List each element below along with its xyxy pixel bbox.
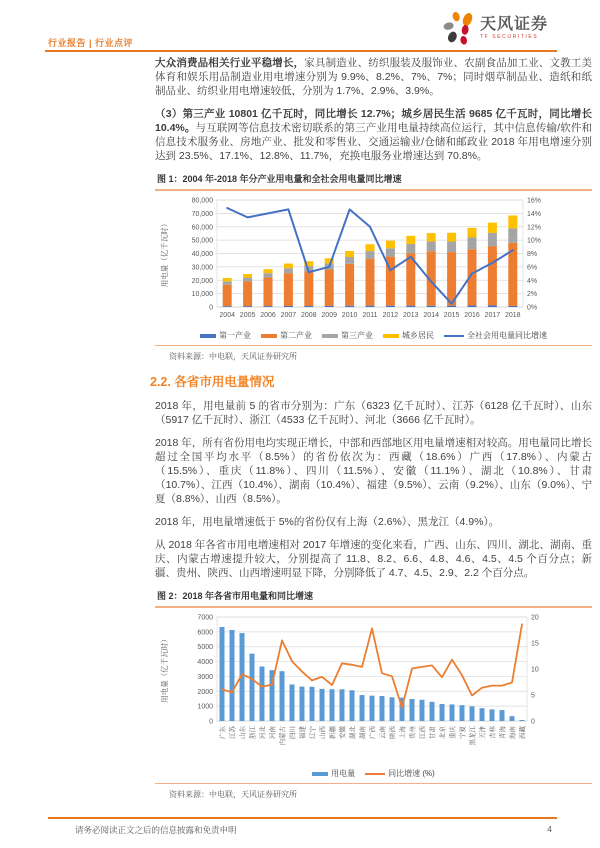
svg-text:20,000: 20,000: [191, 277, 213, 285]
svg-text:16%: 16%: [527, 197, 542, 205]
svg-text:2011: 2011: [362, 312, 378, 319]
svg-text:4%: 4%: [527, 277, 538, 285]
svg-text:河南: 河南: [269, 726, 277, 739]
company-logo: [442, 10, 548, 46]
svg-text:2004: 2004: [219, 312, 235, 319]
svg-text:10,000: 10,000: [191, 291, 213, 299]
svg-text:云南: 云南: [379, 726, 387, 739]
legend-item: [365, 768, 435, 779]
header-rule: [45, 50, 557, 52]
svg-text:30,000: 30,000: [191, 264, 213, 272]
svg-text:2006: 2006: [260, 312, 276, 319]
svg-text:12%: 12%: [527, 224, 542, 232]
report-body: [150, 56, 593, 810]
svg-text:用电量（亿千瓦时）: 用电量（亿千瓦时）: [160, 635, 169, 703]
paragraph-top5-provinces: 2018 年，用电量前 5 的省市分别为：广东（6323 亿千瓦时）、江苏（6128 亿千瓦时）、山东（5917 亿千瓦时）、浙江（4533 亿千瓦时）、河北（3666 亿千瓦时）。: [155, 400, 592, 426]
svg-text:黑龙江: 黑龙江: [469, 726, 477, 746]
legend-item: [322, 330, 373, 341]
svg-text:2018: 2018: [505, 312, 521, 319]
svg-text:陕西: 陕西: [389, 726, 397, 739]
svg-text:60,000: 60,000: [191, 224, 213, 232]
svg-text:2%: 2%: [527, 291, 538, 299]
figure2-legend: [155, 768, 592, 779]
legend-swatch-bar-icon: [383, 334, 399, 338]
svg-text:天津: 天津: [479, 726, 487, 739]
svg-text:2007: 2007: [280, 312, 297, 319]
legend-swatch-bar-icon: [200, 334, 216, 338]
svg-text:2014: 2014: [423, 312, 439, 319]
legend-label: 城乡居民: [402, 331, 434, 340]
legend-item: [444, 330, 547, 341]
legend-item: [200, 330, 251, 341]
figure-2: [155, 589, 592, 800]
legend-label: 同比增速 (%): [388, 769, 435, 778]
legend-item: [312, 768, 355, 779]
svg-text:山东: 山东: [239, 726, 247, 739]
svg-text:用电量（亿千瓦时）: 用电量（亿千瓦时）: [160, 219, 169, 288]
svg-text:7000: 7000: [197, 614, 213, 622]
svg-text:四川: 四川: [289, 726, 297, 739]
svg-text:80,000: 80,000: [191, 197, 213, 205]
figure1-caption: 图 1：2004 年-2018 年分产业用电量和全社会用电量同比增速: [155, 172, 592, 191]
svg-text:贵州: 贵州: [409, 726, 417, 739]
svg-text:西藏: 西藏: [519, 726, 527, 739]
page-header: [0, 0, 600, 52]
svg-text:3000: 3000: [197, 673, 213, 681]
svg-text:10%: 10%: [527, 237, 542, 245]
paragraph-growth-change: 从 2018 年各省市用电增速相对 2017 年增速的变化来看，广西、山东、四川、湖北、湖南、重庆、内蒙古增速提升较大，分别提高了 11.8、8.2、6.6、4.8、4.6、4.5、4.5 个百分点；新疆、贵州、陕西、山西增速明显下降，分别降低了 4.7、4.5、2.9、2.2 个百分点。: [155, 539, 592, 579]
svg-text:14%: 14%: [527, 210, 542, 218]
svg-text:4000: 4000: [197, 659, 213, 667]
figure-1: [155, 172, 592, 362]
svg-text:北京: 北京: [439, 726, 447, 739]
svg-text:2000: 2000: [197, 688, 213, 696]
svg-text:广西: 广西: [369, 726, 377, 739]
paragraph-lead: 大众消费品相关行业平稳增长，: [155, 57, 305, 69]
svg-text:5000: 5000: [197, 644, 213, 652]
svg-text:甘肃: 甘肃: [429, 726, 437, 739]
legend-swatch-bar-icon: [322, 334, 338, 338]
logo-title: 天风证券: [479, 15, 548, 33]
svg-text:2017: 2017: [484, 312, 501, 319]
svg-text:2009: 2009: [321, 312, 337, 319]
paragraph-lead: （3）第三产业 10801 亿千瓦时，同比增长 12.7%；城乡居民生活 9685 亿千瓦时，同比增长 10.4%。: [155, 108, 592, 134]
paragraph-text: 与互联网等信息技术密切联系的第三产业用电量持续高位运行，其中信息传输/软件和信息技术服务业、房地产业、批发和零售业、交通运输业/仓储和邮政业 2018 年用电增速分别达到 23.5%、17.1%、12.8%、11.7%，充换电服务业增速达到 70.8%。: [155, 122, 592, 162]
svg-text:5: 5: [531, 692, 535, 700]
logo-subtitle: TF SECURITIES: [479, 33, 539, 40]
svg-text:2016: 2016: [464, 312, 480, 319]
legend-label: 第二产业: [280, 331, 312, 340]
svg-text:宁夏: 宁夏: [459, 726, 467, 739]
figure1-legend: [155, 330, 592, 341]
svg-text:10: 10: [531, 666, 539, 674]
svg-text:山西: 山西: [319, 726, 327, 739]
svg-text:湖南: 湖南: [359, 726, 367, 739]
legend-label: 用电量: [331, 769, 356, 778]
svg-text:6%: 6%: [527, 264, 538, 272]
svg-text:辽宁: 辽宁: [309, 726, 317, 739]
breadcrumb: 行业报告 | 行业点评: [48, 38, 134, 48]
svg-text:0: 0: [531, 718, 535, 726]
svg-text:15: 15: [531, 640, 539, 648]
figure2-chart: [155, 612, 592, 762]
svg-text:2012: 2012: [382, 312, 399, 319]
svg-text:50,000: 50,000: [191, 237, 213, 245]
legend-item: [261, 330, 312, 341]
svg-text:20: 20: [531, 614, 539, 622]
svg-text:内蒙古: 内蒙古: [279, 726, 287, 746]
legend-label: 第三产业: [341, 331, 373, 340]
legend-item: [383, 330, 434, 341]
footer-page-number: 4: [547, 824, 552, 834]
svg-text:新疆: 新疆: [329, 726, 337, 739]
svg-text:上海: 上海: [399, 726, 407, 739]
legend-swatch-line-icon: [444, 335, 464, 337]
svg-text:40,000: 40,000: [191, 251, 213, 258]
svg-text:2005: 2005: [239, 312, 256, 319]
svg-text:1000: 1000: [197, 703, 213, 711]
figure1-chart: [155, 195, 592, 324]
svg-text:安徽: 安徽: [339, 726, 347, 739]
svg-text:福建: 福建: [299, 726, 307, 739]
legend-label: 第一产业: [219, 331, 251, 340]
svg-text:浙江: 浙江: [249, 726, 257, 739]
svg-text:重庆: 重庆: [449, 726, 457, 739]
svg-text:2010: 2010: [341, 312, 358, 319]
paragraph-tertiary-industry: [155, 107, 592, 163]
legend-swatch-line-icon: [365, 773, 385, 775]
svg-text:6000: 6000: [197, 629, 213, 637]
svg-text:湖北: 湖北: [349, 726, 357, 739]
footer-disclaimer: 请务必阅读正文之后的信息披露和免责申明: [75, 825, 237, 835]
svg-text:青海: 青海: [499, 726, 507, 739]
svg-text:0%: 0%: [527, 304, 538, 312]
svg-text:吉林: 吉林: [489, 726, 497, 739]
figure2-source: 资料来源：中电联，天风证券研究所: [155, 783, 592, 800]
svg-text:河北: 河北: [259, 726, 267, 739]
svg-text:70,000: 70,000: [191, 210, 213, 218]
svg-text:2015: 2015: [443, 312, 460, 319]
legend-label: 全社会用电量同比增速: [467, 331, 547, 340]
svg-text:江苏: 江苏: [229, 726, 237, 739]
paragraph-above-average-provinces: 2018 年，所有省份用电均实现正增长，中部和西部地区用电量增速相对较高。用电量同比增长超过全国平均水平（8.5%）的省份依次为：西藏（18.6%）广西（17.8%）、内蒙古（15.5%）、重庆（11.8%）、四川（11.5%）、安徽（11.1%）、湖北（10.8%）、甘肃（10.7%）、江西（10.4%）、湖南（10.4%）、福建（9.5%）、云南（9.2%）、山东（9.0%）、宁夏（8.8%）、山西（8.5%）。: [155, 437, 592, 505]
paragraph-consumer-industries: [155, 56, 592, 98]
logo-text: [480, 17, 548, 40]
paragraph-text: 家具制造业、纺织服装及服饰业、农副食品加工业、文教工美体育和娱乐用品制造业用电增速分别为 9.9%、8.2%、7%、7%；同时烟草制品业、造纸和纸制品业、纺织业用电增速较低，分别为 1.7%、2.9%、3.9%。: [155, 57, 593, 97]
legend-swatch-bar-icon: [261, 334, 277, 338]
svg-text:2008: 2008: [301, 312, 317, 319]
footer-rule: [48, 817, 557, 819]
figure1-source: 资料来源：中电联，天风证券研究所: [155, 345, 592, 362]
svg-text:0: 0: [209, 304, 213, 312]
section-heading: 2.2. 各省市用电量情况: [150, 375, 275, 389]
svg-text:广东: 广东: [219, 726, 227, 739]
legend-swatch-bar-icon: [312, 772, 328, 776]
svg-text:2013: 2013: [403, 312, 419, 319]
svg-text:8%: 8%: [527, 251, 538, 258]
logo-petals-icon: [442, 10, 476, 46]
figure2-caption: 图 2：2018 年各省市用电量和同比增速: [155, 589, 592, 608]
svg-text:江西: 江西: [419, 726, 427, 739]
paragraph-below-5pct-provinces: 2018 年，用电量增速低于 5%的省份仅有上海（2.6%）、黑龙江（4.9%）。: [155, 516, 500, 528]
svg-text:0: 0: [209, 718, 213, 726]
svg-text:海南: 海南: [509, 726, 517, 739]
